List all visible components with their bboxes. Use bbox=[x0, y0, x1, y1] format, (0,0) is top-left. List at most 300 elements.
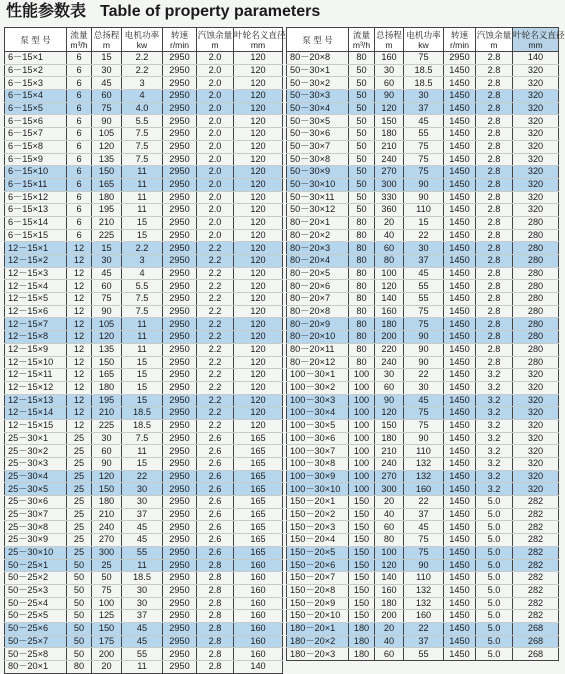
cell-speed: 1450 bbox=[444, 280, 476, 293]
cell-impeller: 320 bbox=[513, 191, 559, 204]
cell-power: 90 bbox=[404, 432, 444, 445]
cell-head: 150 bbox=[375, 115, 404, 128]
table-row bbox=[5, 64, 283, 77]
table-header-row bbox=[287, 28, 559, 52]
cell-impeller: 165 bbox=[234, 508, 283, 521]
cell-flow: 50 bbox=[67, 610, 92, 623]
table-row bbox=[5, 394, 283, 407]
cell-impeller: 120 bbox=[234, 153, 283, 166]
cell-impeller: 320 bbox=[513, 204, 559, 217]
table-row bbox=[287, 115, 559, 128]
cell-impeller: 320 bbox=[513, 369, 559, 382]
cell-model: 50－30×12 bbox=[287, 204, 349, 217]
cell-model: 100－30×7 bbox=[287, 445, 349, 458]
cell-model: 80－20×12 bbox=[287, 356, 349, 369]
cell-impeller: 165 bbox=[234, 445, 283, 458]
table-row bbox=[5, 280, 283, 293]
table-row bbox=[5, 648, 283, 661]
cell-power: 2.2 bbox=[122, 242, 163, 255]
cell-speed: 1450 bbox=[444, 369, 476, 382]
cell-head: 40 bbox=[375, 508, 404, 521]
cell-model: 150－20×4 bbox=[287, 534, 349, 547]
cell-speed: 2950 bbox=[163, 331, 197, 344]
cell-head: 160 bbox=[375, 584, 404, 597]
cell-npsh: 5.0 bbox=[476, 521, 513, 534]
cell-power: 110 bbox=[404, 572, 444, 585]
cell-impeller: 282 bbox=[513, 508, 559, 521]
cell-flow: 12 bbox=[67, 318, 92, 331]
cell-power: 18.5 bbox=[404, 64, 444, 77]
table-row bbox=[287, 90, 559, 103]
table-row bbox=[287, 242, 559, 255]
cell-npsh: 2.8 bbox=[197, 622, 234, 635]
cell-head: 60 bbox=[375, 77, 404, 90]
cell-flow: 12 bbox=[67, 419, 92, 432]
cell-impeller: 120 bbox=[234, 280, 283, 293]
cell-flow: 80 bbox=[349, 343, 375, 356]
cell-speed: 2950 bbox=[163, 483, 197, 496]
cell-flow: 50 bbox=[67, 648, 92, 661]
cell-speed: 2950 bbox=[163, 534, 197, 547]
cell-power: 11 bbox=[122, 559, 163, 572]
cell-flow: 6 bbox=[67, 52, 92, 65]
cell-impeller: 280 bbox=[513, 305, 559, 318]
cell-head: 120 bbox=[375, 559, 404, 572]
cell-model: 150－20×10 bbox=[287, 610, 349, 623]
cell-power: 2.2 bbox=[122, 52, 163, 65]
cell-impeller: 120 bbox=[234, 52, 283, 65]
cell-npsh: 2.8 bbox=[476, 128, 513, 141]
table-row bbox=[287, 140, 559, 153]
cell-flow: 50 bbox=[349, 128, 375, 141]
cell-impeller: 165 bbox=[234, 496, 283, 509]
cell-speed: 1450 bbox=[444, 419, 476, 432]
cell-head: 60 bbox=[375, 648, 404, 661]
table-row bbox=[5, 331, 283, 344]
table-row bbox=[5, 102, 283, 115]
cell-power: 15 bbox=[122, 381, 163, 394]
cell-head: 120 bbox=[375, 102, 404, 115]
cell-npsh: 5.0 bbox=[476, 546, 513, 559]
cell-model: 100－30×8 bbox=[287, 458, 349, 471]
cell-speed: 1450 bbox=[444, 394, 476, 407]
table-row bbox=[5, 140, 283, 153]
cell-flow: 12 bbox=[67, 331, 92, 344]
table-row bbox=[5, 318, 283, 331]
cell-impeller: 160 bbox=[234, 584, 283, 597]
cell-model: 50－30×6 bbox=[287, 128, 349, 141]
cell-flow: 12 bbox=[67, 343, 92, 356]
cell-impeller: 120 bbox=[234, 216, 283, 229]
cell-power: 15 bbox=[122, 458, 163, 471]
table-row bbox=[5, 356, 283, 369]
cell-power: 110 bbox=[404, 204, 444, 217]
cell-head: 180 bbox=[92, 496, 122, 509]
cell-flow: 12 bbox=[67, 267, 92, 280]
cell-head: 60 bbox=[92, 90, 122, 103]
cell-head: 200 bbox=[375, 331, 404, 344]
cell-speed: 2950 bbox=[163, 293, 197, 306]
table-row bbox=[5, 216, 283, 229]
cell-npsh: 2.2 bbox=[197, 305, 234, 318]
table-row bbox=[287, 521, 559, 534]
header-impeller: 叶轮名义直径 mm bbox=[513, 29, 565, 50]
cell-model: 50－30×1 bbox=[287, 64, 349, 77]
cell-speed: 1450 bbox=[444, 458, 476, 471]
cell-model: 80－20×4 bbox=[287, 255, 349, 268]
cell-head: 105 bbox=[92, 128, 122, 141]
cell-power: 55 bbox=[122, 546, 163, 559]
table-row bbox=[287, 572, 559, 585]
cell-npsh: 2.8 bbox=[197, 648, 234, 661]
cell-model: 180－20×3 bbox=[287, 648, 349, 661]
cell-npsh: 2.8 bbox=[476, 280, 513, 293]
cell-speed: 1450 bbox=[444, 343, 476, 356]
cell-npsh: 2.8 bbox=[476, 343, 513, 356]
cell-flow: 50 bbox=[349, 102, 375, 115]
cell-flow: 6 bbox=[67, 140, 92, 153]
cell-speed: 2950 bbox=[163, 622, 197, 635]
cell-model: 50－30×7 bbox=[287, 140, 349, 153]
cell-impeller: 280 bbox=[513, 280, 559, 293]
cell-power: 2.2 bbox=[122, 64, 163, 77]
cell-power: 4.0 bbox=[122, 102, 163, 115]
table-row bbox=[287, 419, 559, 432]
cell-speed: 2950 bbox=[163, 635, 197, 648]
cell-power: 30 bbox=[122, 584, 163, 597]
cell-speed: 2950 bbox=[163, 394, 197, 407]
cell-speed: 1450 bbox=[444, 610, 476, 623]
cell-npsh: 2.6 bbox=[197, 496, 234, 509]
cell-model: 12－15×4 bbox=[5, 280, 67, 293]
cell-speed: 1450 bbox=[444, 648, 476, 661]
cell-flow: 80 bbox=[349, 356, 375, 369]
title-chinese: 性能参数表 bbox=[6, 1, 87, 20]
cell-model: 80－20×2 bbox=[287, 229, 349, 242]
table-row bbox=[287, 407, 559, 420]
cell-speed: 2950 bbox=[163, 318, 197, 331]
cell-model: 25－30×3 bbox=[5, 458, 67, 471]
cell-head: 140 bbox=[375, 293, 404, 306]
cell-speed: 2950 bbox=[444, 52, 476, 65]
cell-flow: 25 bbox=[67, 432, 92, 445]
page-title bbox=[6, 1, 320, 21]
cell-power: 7.5 bbox=[122, 293, 163, 306]
cell-flow: 150 bbox=[349, 572, 375, 585]
cell-model: 12－15×10 bbox=[5, 356, 67, 369]
cell-speed: 1450 bbox=[444, 546, 476, 559]
table-row bbox=[287, 343, 559, 356]
cell-speed: 1450 bbox=[444, 445, 476, 458]
cell-flow: 6 bbox=[67, 115, 92, 128]
cell-npsh: 2.8 bbox=[197, 559, 234, 572]
cell-flow: 80 bbox=[349, 52, 375, 65]
table-row bbox=[287, 293, 559, 306]
cell-power: 90 bbox=[404, 331, 444, 344]
cell-speed: 2950 bbox=[163, 77, 197, 90]
table-row bbox=[287, 102, 559, 115]
cell-npsh: 2.8 bbox=[476, 216, 513, 229]
cell-impeller: 120 bbox=[234, 255, 283, 268]
table-row bbox=[287, 356, 559, 369]
cell-flow: 6 bbox=[67, 102, 92, 115]
cell-impeller: 120 bbox=[234, 64, 283, 77]
cell-head: 150 bbox=[92, 356, 122, 369]
cell-power: 11 bbox=[122, 166, 163, 179]
cell-head: 15 bbox=[92, 52, 122, 65]
cell-impeller: 280 bbox=[513, 229, 559, 242]
cell-head: 90 bbox=[92, 458, 122, 471]
cell-npsh: 2.2 bbox=[197, 394, 234, 407]
cell-npsh: 2.0 bbox=[197, 115, 234, 128]
cell-head: 120 bbox=[375, 280, 404, 293]
cell-model: 50－30×5 bbox=[287, 115, 349, 128]
cell-model: 25－30×1 bbox=[5, 432, 67, 445]
table-row bbox=[5, 559, 283, 572]
cell-npsh: 2.0 bbox=[197, 140, 234, 153]
table-row bbox=[5, 305, 283, 318]
cell-model: 80－20×1 bbox=[287, 216, 349, 229]
table-row bbox=[5, 432, 283, 445]
table-row bbox=[287, 458, 559, 471]
cell-npsh: 2.8 bbox=[476, 191, 513, 204]
cell-head: 240 bbox=[375, 356, 404, 369]
cell-flow: 100 bbox=[349, 394, 375, 407]
cell-model: 25－30×6 bbox=[5, 496, 67, 509]
cell-power: 37 bbox=[122, 610, 163, 623]
cell-flow: 6 bbox=[67, 191, 92, 204]
cell-speed: 2950 bbox=[163, 546, 197, 559]
cell-npsh: 5.0 bbox=[476, 584, 513, 597]
cell-speed: 2950 bbox=[163, 381, 197, 394]
cell-impeller: 320 bbox=[513, 128, 559, 141]
header-power: 电机功率 kw bbox=[404, 28, 444, 52]
cell-flow: 50 bbox=[349, 77, 375, 90]
cell-impeller: 320 bbox=[513, 394, 559, 407]
cell-head: 240 bbox=[92, 521, 122, 534]
cell-model: 6－15×1 bbox=[5, 52, 67, 65]
cell-flow: 6 bbox=[67, 166, 92, 179]
cell-power: 132 bbox=[404, 458, 444, 471]
cell-flow: 6 bbox=[67, 128, 92, 141]
cell-flow: 100 bbox=[349, 381, 375, 394]
cell-speed: 1450 bbox=[444, 572, 476, 585]
cell-model: 6－15×2 bbox=[5, 64, 67, 77]
cell-flow: 150 bbox=[349, 508, 375, 521]
cell-speed: 2950 bbox=[163, 267, 197, 280]
cell-head: 330 bbox=[375, 191, 404, 204]
cell-impeller: 120 bbox=[234, 356, 283, 369]
cell-flow: 100 bbox=[349, 369, 375, 382]
cell-npsh: 2.0 bbox=[197, 128, 234, 141]
cell-speed: 1450 bbox=[444, 381, 476, 394]
cell-npsh: 2.6 bbox=[197, 458, 234, 471]
cell-model: 12－15×3 bbox=[5, 267, 67, 280]
cell-impeller: 282 bbox=[513, 521, 559, 534]
cell-flow: 25 bbox=[67, 458, 92, 471]
cell-npsh: 2.2 bbox=[197, 356, 234, 369]
cell-impeller: 320 bbox=[513, 140, 559, 153]
cell-npsh: 2.0 bbox=[197, 166, 234, 179]
cell-npsh: 2.0 bbox=[197, 64, 234, 77]
cell-npsh: 2.0 bbox=[197, 204, 234, 217]
cell-impeller: 320 bbox=[513, 102, 559, 115]
cell-impeller: 165 bbox=[234, 483, 283, 496]
cell-impeller: 320 bbox=[513, 153, 559, 166]
table-row bbox=[287, 369, 559, 382]
cell-power: 75 bbox=[404, 407, 444, 420]
header-speed: 转速 r/min bbox=[163, 28, 197, 52]
cell-npsh: 2.8 bbox=[197, 572, 234, 585]
cell-speed: 2950 bbox=[163, 191, 197, 204]
cell-npsh: 2.0 bbox=[197, 229, 234, 242]
cell-head: 30 bbox=[92, 64, 122, 77]
cell-power: 37 bbox=[122, 508, 163, 521]
cell-speed: 1450 bbox=[444, 102, 476, 115]
table-row bbox=[5, 622, 283, 635]
cell-speed: 1450 bbox=[444, 178, 476, 191]
cell-model: 50－25×8 bbox=[5, 648, 67, 661]
cell-head: 120 bbox=[92, 470, 122, 483]
cell-model: 150－20×9 bbox=[287, 597, 349, 610]
cell-model: 6－15×14 bbox=[5, 216, 67, 229]
cell-power: 30 bbox=[122, 597, 163, 610]
cell-flow: 12 bbox=[67, 293, 92, 306]
cell-flow: 150 bbox=[349, 496, 375, 509]
cell-flow: 50 bbox=[349, 166, 375, 179]
cell-npsh: 2.8 bbox=[476, 229, 513, 242]
cell-npsh: 5.0 bbox=[476, 496, 513, 509]
cell-model: 100－30×9 bbox=[287, 470, 349, 483]
cell-npsh: 2.8 bbox=[476, 305, 513, 318]
cell-power: 90 bbox=[404, 343, 444, 356]
cell-speed: 2950 bbox=[163, 102, 197, 115]
cell-model: 6－15×7 bbox=[5, 128, 67, 141]
table-row bbox=[5, 52, 283, 65]
cell-speed: 2950 bbox=[163, 508, 197, 521]
cell-head: 210 bbox=[375, 140, 404, 153]
cell-power: 45 bbox=[122, 534, 163, 547]
cell-npsh: 2.0 bbox=[197, 52, 234, 65]
cell-impeller: 120 bbox=[234, 229, 283, 242]
cell-head: 180 bbox=[92, 381, 122, 394]
cell-power: 75 bbox=[404, 546, 444, 559]
cell-impeller: 268 bbox=[513, 648, 559, 661]
cell-npsh: 2.0 bbox=[197, 178, 234, 191]
cell-model: 80－20×6 bbox=[287, 280, 349, 293]
cell-npsh: 3.2 bbox=[476, 458, 513, 471]
cell-model: 80－20×9 bbox=[287, 318, 349, 331]
table-row bbox=[287, 318, 559, 331]
cell-model: 150－20×8 bbox=[287, 584, 349, 597]
cell-flow: 50 bbox=[67, 622, 92, 635]
cell-flow: 50 bbox=[349, 204, 375, 217]
cell-speed: 1450 bbox=[444, 559, 476, 572]
cell-power: 15 bbox=[404, 216, 444, 229]
cell-flow: 12 bbox=[67, 305, 92, 318]
cell-model: 50－30×9 bbox=[287, 166, 349, 179]
cell-npsh: 5.0 bbox=[476, 572, 513, 585]
cell-head: 135 bbox=[92, 153, 122, 166]
cell-speed: 2950 bbox=[163, 496, 197, 509]
cell-power: 75 bbox=[404, 534, 444, 547]
table-row bbox=[287, 394, 559, 407]
cell-speed: 1450 bbox=[444, 407, 476, 420]
table-row bbox=[287, 255, 559, 268]
cell-head: 225 bbox=[92, 229, 122, 242]
cell-npsh: 2.8 bbox=[476, 267, 513, 280]
cell-head: 210 bbox=[92, 407, 122, 420]
cell-model: 12－15×1 bbox=[5, 242, 67, 255]
cell-speed: 2950 bbox=[163, 90, 197, 103]
cell-npsh: 2.8 bbox=[476, 140, 513, 153]
cell-power: 37 bbox=[404, 102, 444, 115]
cell-speed: 1450 bbox=[444, 635, 476, 648]
cell-impeller: 280 bbox=[513, 356, 559, 369]
cell-power: 5.5 bbox=[122, 115, 163, 128]
cell-npsh: 2.8 bbox=[476, 115, 513, 128]
cell-power: 45 bbox=[404, 267, 444, 280]
cell-speed: 2950 bbox=[163, 458, 197, 471]
cell-model: 80－20×5 bbox=[287, 267, 349, 280]
cell-impeller: 120 bbox=[234, 293, 283, 306]
cell-head: 210 bbox=[375, 445, 404, 458]
cell-npsh: 2.8 bbox=[476, 64, 513, 77]
cell-speed: 2950 bbox=[163, 572, 197, 585]
cell-model: 180－20×2 bbox=[287, 635, 349, 648]
table-row bbox=[287, 445, 559, 458]
cell-impeller: 165 bbox=[234, 470, 283, 483]
cell-model: 6－15×6 bbox=[5, 115, 67, 128]
cell-impeller: 140 bbox=[513, 52, 559, 65]
cell-flow: 80 bbox=[349, 229, 375, 242]
cell-power: 90 bbox=[404, 559, 444, 572]
cell-model: 12－15×13 bbox=[5, 394, 67, 407]
cell-npsh: 5.0 bbox=[476, 597, 513, 610]
cell-power: 90 bbox=[404, 191, 444, 204]
cell-model: 12－15×9 bbox=[5, 343, 67, 356]
cell-speed: 1450 bbox=[444, 508, 476, 521]
cell-head: 75 bbox=[92, 584, 122, 597]
cell-power: 15 bbox=[122, 229, 163, 242]
table-row bbox=[287, 204, 559, 217]
cell-model: 6－15×4 bbox=[5, 90, 67, 103]
table-row bbox=[287, 128, 559, 141]
cell-impeller: 280 bbox=[513, 242, 559, 255]
cell-impeller: 160 bbox=[234, 597, 283, 610]
cell-flow: 150 bbox=[349, 559, 375, 572]
cell-speed: 1450 bbox=[444, 584, 476, 597]
cell-npsh: 5.0 bbox=[476, 622, 513, 635]
cell-impeller: 320 bbox=[513, 407, 559, 420]
cell-impeller: 120 bbox=[234, 331, 283, 344]
cell-head: 240 bbox=[375, 153, 404, 166]
cell-impeller: 120 bbox=[234, 394, 283, 407]
cell-npsh: 2.8 bbox=[197, 661, 234, 674]
table-row bbox=[287, 64, 559, 77]
cell-speed: 1450 bbox=[444, 128, 476, 141]
cell-head: 240 bbox=[375, 458, 404, 471]
cell-model: 12－15×11 bbox=[5, 369, 67, 382]
cell-head: 270 bbox=[375, 166, 404, 179]
cell-speed: 2950 bbox=[163, 216, 197, 229]
cell-impeller: 120 bbox=[234, 318, 283, 331]
cell-power: 11 bbox=[122, 178, 163, 191]
cell-npsh: 2.0 bbox=[197, 216, 234, 229]
table-row bbox=[5, 521, 283, 534]
cell-power: 45 bbox=[404, 394, 444, 407]
cell-model: 25－30×10 bbox=[5, 546, 67, 559]
